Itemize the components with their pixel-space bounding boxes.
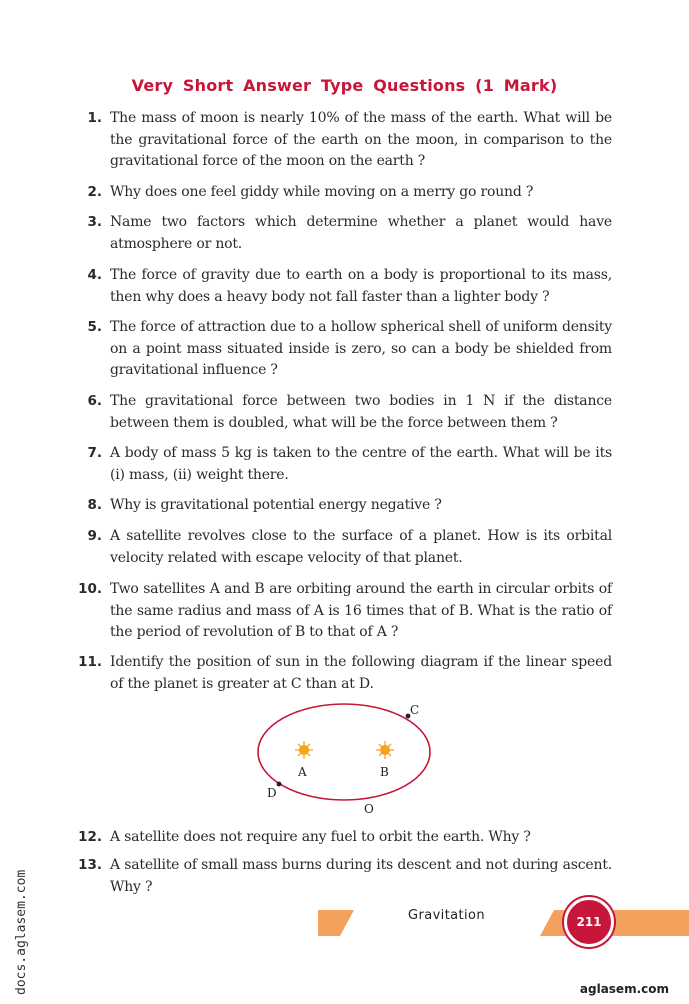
question-item — [72, 855, 612, 898]
question-item — [72, 827, 612, 849]
question-item — [72, 443, 612, 486]
question-text: Why is gravitational potential energy negative ? — [110, 497, 442, 513]
footer-stripe-left — [318, 910, 354, 936]
question-text: A body of mass 5 kg is taken to the centre of the earth. What will be its (i) mass, (ii) weight there. — [110, 445, 612, 483]
question-item — [72, 212, 612, 255]
question-text: The mass of moon is nearly 10% of the mass of the earth. What will be the gravitational force of the earth on the moon, in comparison to the gravitational force of the moon on the earth ? — [110, 110, 612, 169]
question-text: A satellite of small mass burns during its descent and not during ascent. Why ? — [110, 857, 612, 895]
brand-text: aglasem.com — [579, 982, 669, 996]
question-item — [72, 579, 612, 644]
question-number: 10. — [78, 581, 102, 597]
question-item — [72, 526, 612, 569]
question-text: Name two factors which determine whether a planet would have atmosphere or not. — [110, 214, 612, 252]
question-text: A satellite revolves close to the surface of a planet. How is its orbital velocity related with escape velocity of that planet. — [110, 528, 612, 566]
question-number: 13. — [78, 857, 102, 873]
question-number: 1. — [87, 110, 102, 126]
section-heading: Very Short Answer Type Questions (1 Mark) — [131, 76, 558, 95]
question-item — [72, 108, 612, 173]
question-number: 4. — [87, 267, 102, 283]
question-number: 5. — [87, 319, 102, 335]
question-number: 12. — [78, 829, 102, 845]
elliptical-orbit — [258, 704, 430, 800]
question-item — [72, 182, 612, 204]
question-number: 7. — [87, 445, 102, 461]
question-number: 9. — [87, 528, 102, 544]
sun-icon-a — [295, 741, 313, 759]
footer-band — [540, 910, 689, 936]
question-text: The force of gravity due to earth on a body is proportional to its mass, then why does a heavy body not fall faster than a lighter body ? — [110, 267, 612, 305]
page-number: 211 — [564, 897, 614, 947]
label-b: B — [380, 765, 389, 779]
question-text: A satellite does not require any fuel to orbit the earth. Why ? — [110, 829, 531, 845]
question-number: 3. — [87, 214, 102, 230]
label-c: C — [410, 703, 420, 717]
question-number: 11. — [78, 654, 102, 670]
question-number: 8. — [87, 497, 102, 513]
question-item — [72, 265, 612, 308]
point-d-marker — [277, 782, 282, 787]
question-text: Identify the position of sun in the following diagram if the linear speed of the planet is greater at C than at D. — [110, 654, 612, 692]
sun-icon-b — [376, 741, 394, 759]
chapter-title: Gravitation — [408, 908, 486, 923]
label-d: D — [267, 786, 277, 800]
question-item — [72, 391, 612, 434]
question-text: The force of attraction due to a hollow spherical shell of uniform density on a point mass situated inside is zero, so can a body be shielded from gravitational influence ? — [110, 319, 612, 378]
question-text: The gravitational force between two bodies in 1 N if the distance between them is doubled, what will be the force between them ? — [110, 393, 612, 431]
question-item — [72, 652, 612, 695]
orbit-diagram — [248, 700, 448, 820]
question-item — [72, 317, 612, 382]
question-item — [72, 495, 612, 517]
label-o: O — [364, 802, 374, 816]
label-a: A — [298, 765, 307, 779]
side-url: docs.aglasem.com — [14, 869, 29, 995]
question-number: 6. — [87, 393, 102, 409]
question-text: Two satellites A and B are orbiting around the earth in circular orbits of the same radius and mass of A is 16 times that of B. What is the ratio of the period of revolution of B to that of A ? — [110, 581, 612, 640]
question-number: 2. — [87, 184, 102, 200]
question-text: Why does one feel giddy while moving on a merry go round ? — [110, 184, 534, 200]
